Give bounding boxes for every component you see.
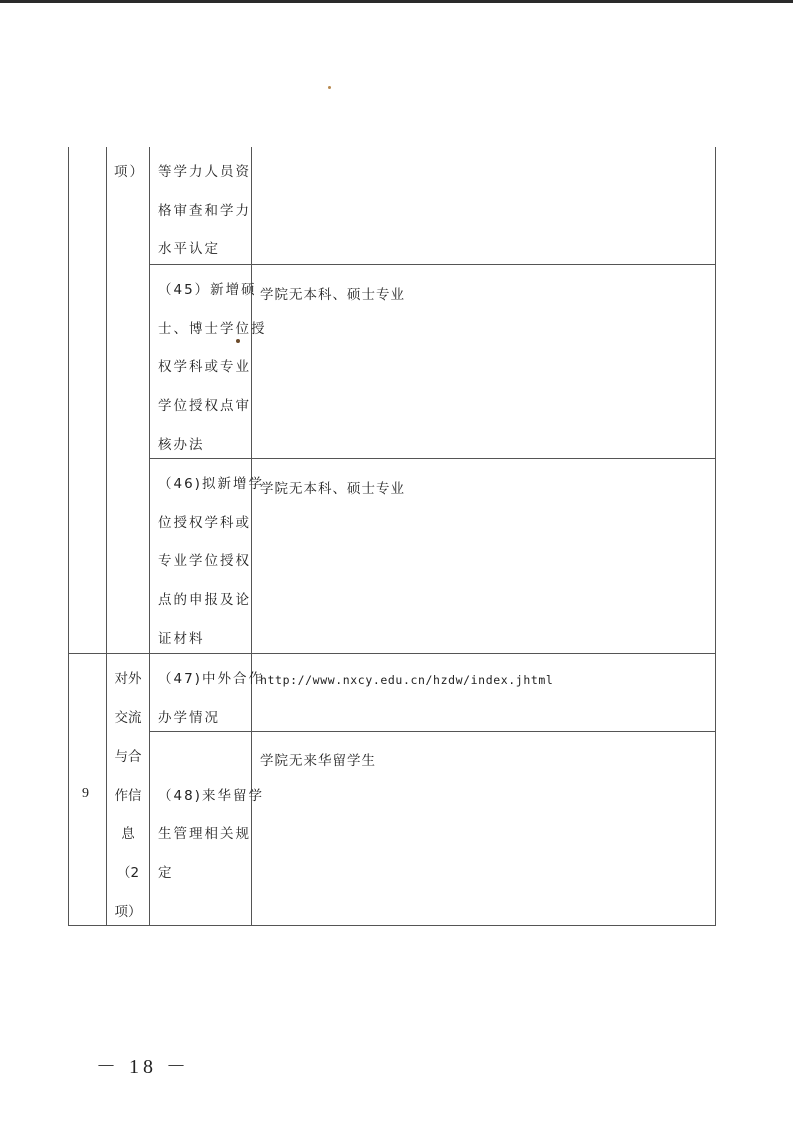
item-line: 等学力人员资 [158, 164, 251, 180]
item-line: 位授权学科或 [158, 515, 251, 531]
item-line: 水平认定 [158, 241, 220, 257]
item-line: 点的申报及论 [158, 592, 251, 608]
item-line: 学位授权点审 [158, 398, 251, 414]
item-47-link[interactable]: http://www.nxcy.edu.cn/hzdw/index.jhtml [260, 673, 554, 687]
category-line: 作信 [114, 788, 142, 804]
category-line: 对外 [114, 671, 142, 687]
item-line: 士、博士学位授 [158, 321, 267, 337]
item-line: 定 [158, 865, 174, 881]
item-line: （47)中外合作 [158, 671, 264, 687]
item-line: （48)来华留学 [158, 788, 264, 804]
scan-top-edge [0, 0, 793, 3]
item-45-info: 学院无本科、硕士专业 [260, 287, 405, 303]
category-line: 息 [121, 826, 135, 842]
item-line: 办学情况 [158, 710, 220, 726]
item-line: （46)拟新增学 [158, 476, 264, 492]
category-line: （2 [116, 865, 140, 881]
category-line: 项） [114, 904, 142, 920]
row-number: 9 [82, 786, 91, 801]
scan-speck [328, 86, 331, 89]
item-line: 权学科或专业 [158, 359, 251, 375]
item-line: 核办法 [158, 437, 205, 453]
item-line: 专业学位授权 [158, 553, 251, 569]
category-line: 交流 [114, 710, 142, 726]
item-line: 证材料 [158, 631, 205, 647]
item-line: 格审查和学力 [158, 203, 251, 219]
item-46-info: 学院无本科、硕士专业 [260, 481, 405, 497]
item-48-info: 学院无来华留学生 [260, 753, 376, 769]
page-number: － 18 － [96, 1056, 190, 1078]
item-line: （45）新增硕 [158, 282, 257, 298]
item-line: 生管理相关规 [158, 826, 251, 842]
category-line: 与合 [114, 749, 142, 765]
category-cell-tail: 项） [114, 164, 145, 180]
